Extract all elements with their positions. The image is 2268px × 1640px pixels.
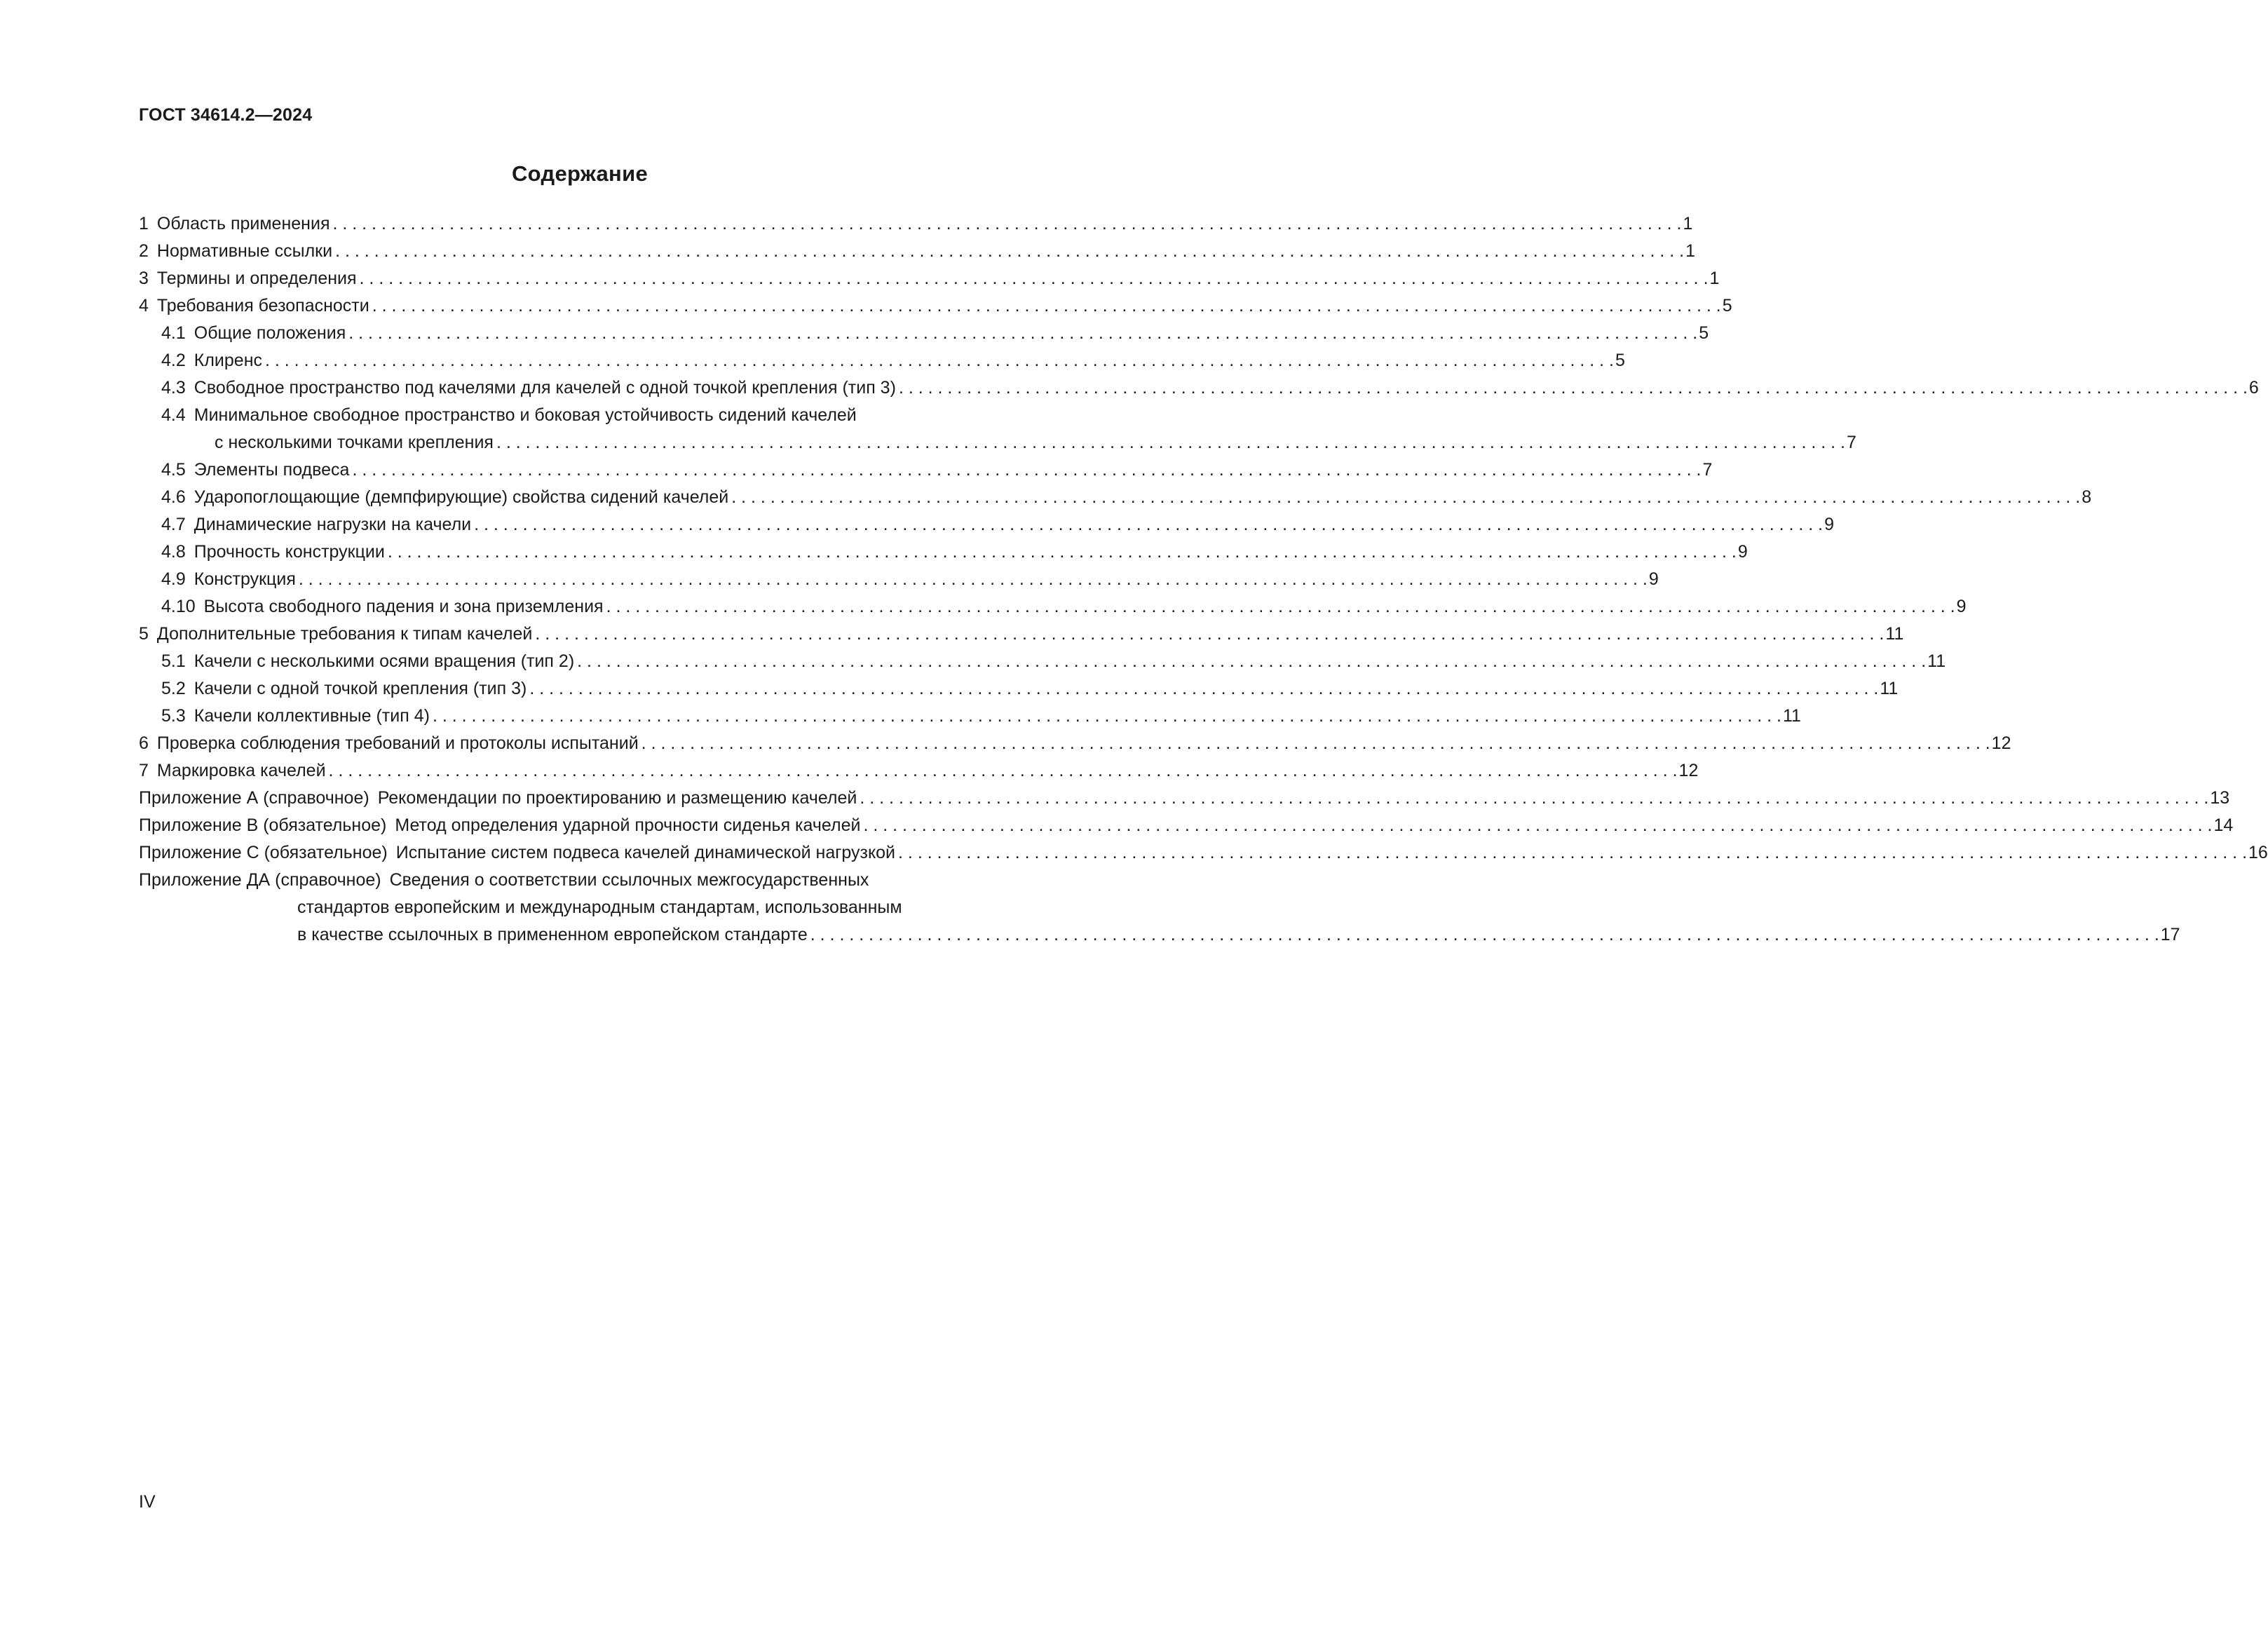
toc-entry-number: 7 — [139, 761, 149, 780]
dot-leader — [265, 347, 1614, 374]
toc-entry-page: 11 — [1880, 679, 1899, 698]
toc-entry-number: 4 — [139, 296, 149, 316]
toc-entry-4-3[interactable] — [139, 374, 2259, 402]
toc-entry-page: 11 — [1927, 651, 1946, 671]
toc-entry-4-2[interactable] — [139, 347, 1625, 374]
toc-entry-label: Сведения о соответствии ссылочных межгосударственных — [389, 870, 869, 890]
toc-entry-label: Дополнительные требования к типам качелей — [156, 624, 533, 644]
toc-entry-label: Нормативные ссылки — [156, 241, 333, 261]
toc-entry-5-3[interactable] — [139, 703, 1801, 730]
toc-entry-appendix-da[interactable] — [139, 867, 1089, 894]
dot-leader — [606, 593, 1955, 621]
toc-entry-label: Рекомендации по проектированию и размещению качелей — [377, 788, 857, 808]
dot-leader — [535, 621, 1884, 648]
toc-entry-page: 7 — [1702, 460, 1713, 480]
toc-entry-label: Проверка соблюдения требований и протоколы испытаний — [156, 733, 639, 753]
toc-entry-number: 4.10 — [161, 597, 196, 616]
toc-entry-number: 4.1 — [161, 323, 186, 343]
toc-entry-page: 11 — [1885, 624, 1904, 644]
toc-entry-page: 5 — [1615, 351, 1625, 370]
toc-entry-label-continuation: стандартов европейским и международным стандартам, использованным — [297, 897, 902, 917]
toc-entry-page: 1 — [1685, 241, 1695, 261]
toc-entry-appendix-c[interactable] — [139, 839, 2268, 867]
toc-entry-number: 5.2 — [161, 679, 186, 698]
dot-leader — [372, 292, 1721, 320]
toc-entry-label: Метод определения ударной прочности сиденья качелей — [395, 815, 861, 835]
toc-entry-7[interactable] — [139, 757, 1699, 785]
toc-entry-appendix-number: Приложение В (обязательное) — [139, 815, 387, 835]
toc-entry-appendix-da-continuation-1[interactable] — [139, 894, 1089, 921]
toc-entry-label: Конструкция — [193, 569, 296, 589]
toc-entry-4-10[interactable] — [139, 593, 1967, 621]
dot-leader — [335, 238, 1684, 265]
toc-entry-page: 1 — [1683, 214, 1693, 233]
toc-entry-2[interactable] — [139, 238, 1695, 265]
toc-entry-appendix-b[interactable] — [139, 812, 2234, 839]
dot-leader — [496, 429, 1845, 456]
dot-leader — [860, 785, 2208, 812]
toc-entry-label: Ударопоглощающие (демпфирующие) свойства сидений качелей — [193, 487, 729, 507]
dot-leader — [433, 703, 1781, 730]
toc-entry-number: 3 — [139, 269, 149, 288]
toc-entry-4-5[interactable] — [139, 456, 1713, 484]
toc-entry-page: 13 — [2210, 788, 2230, 808]
document-code: ГОСТ 34614.2—2024 — [139, 105, 313, 125]
toc-entry-number: 1 — [139, 214, 149, 233]
toc-entry-page: 5 — [1699, 323, 1709, 343]
table-of-contents — [139, 210, 2268, 949]
toc-entry-label: Качели коллективные (тип 4) — [193, 706, 430, 726]
toc-entry-5-2[interactable] — [139, 675, 1899, 703]
toc-entry-label-continuation: в качестве ссылочных в примененном европейском стандарте — [297, 925, 808, 944]
toc-entry-label: Термины и определения — [156, 269, 357, 288]
toc-entry-number: 6 — [139, 733, 149, 753]
dot-leader — [577, 648, 1926, 675]
toc-entry-4-8[interactable] — [139, 538, 1748, 566]
toc-entry-label: Маркировка качелей — [156, 761, 326, 780]
toc-entry-appendix-number: Приложение ДА (справочное) — [139, 870, 381, 890]
toc-entry-label: Общие положения — [193, 323, 346, 343]
toc-entry-5-1[interactable] — [139, 648, 1946, 675]
page-folio: IV — [139, 1492, 156, 1512]
toc-entry-label: Качели с несколькими осями вращения (тип 2) — [193, 651, 575, 671]
dot-leader — [529, 675, 1878, 703]
toc-entry-label: Требования безопасности — [156, 296, 369, 316]
dot-leader — [332, 210, 1681, 238]
dot-leader — [388, 538, 1737, 566]
toc-title: Содержание — [512, 161, 648, 186]
toc-entry-page: 12 — [1678, 761, 1699, 780]
dot-leader — [299, 566, 1648, 593]
toc-entry-label-continuation: с несколькими точками крепления — [215, 433, 494, 452]
dot-leader — [352, 456, 1701, 484]
toc-entry-label: Область применения — [156, 214, 330, 233]
toc-entry-number: 4.5 — [161, 460, 186, 480]
toc-entry-page: 14 — [2213, 815, 2234, 835]
toc-entry-appendix-a[interactable] — [139, 785, 2230, 812]
dot-leader — [360, 265, 1709, 292]
toc-entry-4-4-continuation[interactable] — [139, 429, 1856, 456]
toc-entry-appendix-number: Приложение А (справочное) — [139, 788, 369, 808]
toc-entry-label: Минимальное свободное пространство и боковая устойчивость сидений качелей — [193, 405, 857, 425]
dot-leader — [641, 730, 1990, 757]
dot-leader — [810, 921, 2159, 949]
toc-entry-4-1[interactable] — [139, 320, 1709, 347]
toc-entry-page: 9 — [1956, 597, 1967, 616]
toc-entry-label: Высота свободного падения и зона приземления — [203, 597, 604, 616]
toc-entry-number: 4.2 — [161, 351, 186, 370]
toc-entry-4-7[interactable] — [139, 511, 1835, 538]
toc-entry-page: 7 — [1846, 433, 1856, 452]
toc-entry-label: Клиренс — [193, 351, 262, 370]
toc-entry-page: 1 — [1709, 269, 1720, 288]
toc-entry-page: 12 — [1991, 733, 2011, 753]
toc-entry-number: 5 — [139, 624, 149, 644]
toc-entry-number: 4.8 — [161, 542, 186, 562]
toc-entry-page: 11 — [1782, 706, 1801, 726]
toc-entry-label: Испытание систем подвеса качелей динамической нагрузкой — [395, 843, 896, 862]
toc-entry-1[interactable] — [139, 210, 1693, 238]
toc-entry-page: 5 — [1722, 296, 1732, 316]
toc-entry-5[interactable] — [139, 621, 1904, 648]
dot-leader — [863, 812, 2212, 839]
toc-entry-page: 9 — [1824, 515, 1835, 534]
toc-entry-appendix-da-continuation-2[interactable] — [139, 921, 2180, 949]
dot-leader — [899, 374, 2248, 402]
dot-leader — [329, 757, 1678, 785]
toc-entry-page: 16 — [2248, 843, 2268, 862]
toc-entry-page: 9 — [1737, 542, 1748, 562]
toc-entry-number: 5.3 — [161, 706, 186, 726]
toc-entry-4-6[interactable] — [139, 484, 2092, 511]
toc-entry-4-9[interactable] — [139, 566, 1659, 593]
toc-entry-number: 4.3 — [161, 378, 186, 398]
toc-entry-page: 8 — [2082, 487, 2092, 507]
toc-entry-number: 4.9 — [161, 569, 186, 589]
toc-entry-label: Свободное пространство под качелями для качелей с одной точкой крепления (тип 3) — [193, 378, 896, 398]
toc-entry-label: Элементы подвеса — [193, 460, 350, 480]
toc-entry-appendix-number: Приложение С (обязательное) — [139, 843, 388, 862]
toc-entry-label: Прочность конструкции — [193, 542, 385, 562]
dot-leader — [731, 484, 2080, 511]
toc-entry-page: 9 — [1648, 569, 1659, 589]
dot-leader — [348, 320, 1697, 347]
dot-leader — [474, 511, 1823, 538]
toc-entry-page: 6 — [2248, 378, 2259, 398]
dot-leader — [898, 839, 2247, 867]
toc-entry-number: 5.1 — [161, 651, 186, 671]
toc-entry-3[interactable] — [139, 265, 1720, 292]
toc-entry-label: Динамические нагрузки на качели — [193, 515, 472, 534]
toc-entry-6[interactable] — [139, 730, 2011, 757]
toc-entry-number: 4.7 — [161, 515, 186, 534]
toc-entry-4[interactable] — [139, 292, 1732, 320]
toc-entry-number: 4.6 — [161, 487, 186, 507]
toc-entry-4-4[interactable] — [139, 402, 1089, 429]
toc-entry-page: 17 — [2160, 925, 2180, 944]
toc-entry-label: Качели с одной точкой крепления (тип 3) — [193, 679, 527, 698]
toc-entry-number: 4.4 — [161, 405, 186, 425]
toc-entry-number: 2 — [139, 241, 149, 261]
